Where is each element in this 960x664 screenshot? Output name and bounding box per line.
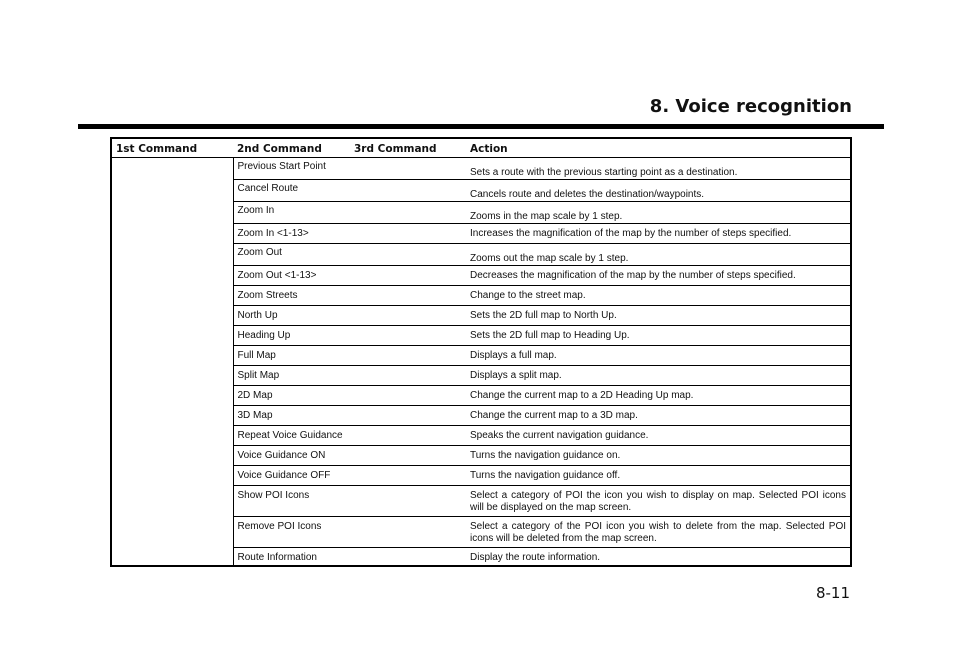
command-cell: Zoom Out <1-13>: [233, 266, 466, 286]
table-row: [111, 158, 851, 180]
action-cell: Cancels route and deletes the destination/waypoints.: [466, 180, 851, 202]
command-cell: Show POI Icons: [233, 486, 466, 517]
first-command-cell: [111, 158, 233, 567]
command-cell: Zoom Streets: [233, 286, 466, 306]
column-header-2nd-command: 2nd Command: [233, 138, 350, 158]
action-cell: Change the current map to a 2D Heading Up map.: [466, 386, 851, 406]
action-cell: Displays a full map.: [466, 346, 851, 366]
command-cell: Remove POI Icons: [233, 517, 466, 548]
action-cell: Select a category of POI the icon you wish to display on map. Selected POI icons will be displayed on the map screen.: [466, 486, 851, 517]
action-cell: Turns the navigation guidance on.: [466, 446, 851, 466]
command-cell: Route Information: [237, 552, 317, 563]
command-cell: Full Map: [233, 346, 466, 366]
voice-command-table: [110, 137, 852, 567]
action-cell: Select a category of the POI icon you wish to delete from the map. Selected POI icons will be deleted from the map screen.: [466, 517, 851, 548]
action-cell: Displays a split map.: [466, 366, 851, 386]
action-cell: Sets the 2D full map to North Up.: [466, 306, 851, 326]
command-cell: Voice Guidance OFF: [233, 466, 466, 486]
action-cell: Speaks the current navigation guidance.: [466, 426, 851, 446]
command-cell: Zoom In <1-13>: [233, 224, 466, 244]
command-cell: Previous Start Point: [233, 158, 466, 180]
command-cell: Split Map: [233, 366, 466, 386]
page-number: 8-11: [815, 584, 850, 602]
command-cell: Voice Guidance ON: [233, 446, 466, 466]
action-cell: Increases the magnification of the map by the number of steps specified.: [466, 224, 851, 244]
command-cell: 2D Map: [233, 386, 466, 406]
column-header-3rd-command: 3rd Command: [350, 138, 466, 158]
header-rule: [78, 124, 884, 129]
action-cell: Zooms in the map scale by 1 step.: [466, 202, 851, 224]
command-cell: Cancel Route: [233, 180, 466, 202]
command-cell: 3D Map: [233, 406, 466, 426]
column-header-1st-command: 1st Command: [111, 138, 233, 158]
action-cell: Zooms out the map scale by 1 step.: [466, 244, 851, 266]
action-cell: Display the route information.: [470, 552, 601, 563]
action-cell: Sets the 2D full map to Heading Up.: [466, 326, 851, 346]
table-header-row: [111, 138, 851, 158]
action-cell: Change to the street map.: [466, 286, 851, 306]
command-cell: Zoom In: [233, 202, 466, 224]
column-header-action: Action: [466, 138, 851, 158]
action-cell: Change the current map to a 3D map.: [466, 406, 851, 426]
action-cell: Sets a route with the previous starting point as a destination.: [466, 158, 851, 180]
section-title: 8. Voice recognition: [649, 96, 852, 117]
action-cell: Turns the navigation guidance off.: [466, 466, 851, 486]
command-cell: North Up: [233, 306, 466, 326]
action-cell: Decreases the magnification of the map by the number of steps specified.: [466, 266, 851, 286]
command-cell: Zoom Out: [233, 244, 466, 266]
command-cell: Repeat Voice Guidance: [233, 426, 466, 446]
command-cell: Heading Up: [233, 326, 466, 346]
